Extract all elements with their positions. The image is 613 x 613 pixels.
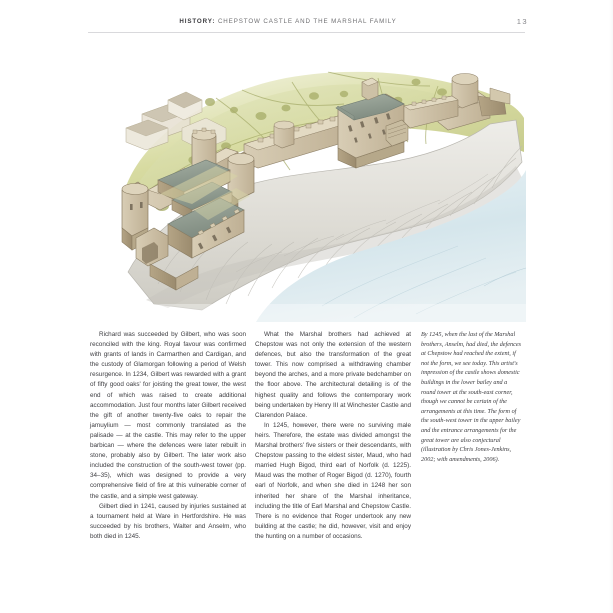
text-columns [90, 330, 527, 585]
illustration-caption: By 1245, when the last of the Marshal brothers, Anselm, had died, the defences at Chepstow had reached the extent, if not the form, we see today. This artist's impression of the castle shows domestic buildings in the lower bailey and a round tower at the south-east corner, though we cannot be certain of the arrangements at this time. The form of the south-west tower in the upper bailey and the entrance arrangements for the great tower are also conjectural (illustration by Chris Jones-Jenkins, 2002; with amendments, 2006). [421, 331, 522, 463]
column-two [255, 330, 411, 542]
page-number: 13 [516, 17, 528, 26]
page-edge-shading [609, 0, 613, 613]
castle-illustration [86, 42, 526, 322]
header-subject: CHEPSTOW CASTLE AND THE MARSHAL FAMILY [217, 18, 397, 25]
castle-illustration-artwork [86, 42, 526, 322]
header-rule [88, 32, 525, 33]
header-title [88, 18, 488, 25]
paragraph: What the Marshal brothers had achieved at Chepstow was not only the extension of the western defences, but also the transformation of the great tower. This now comprised a withdrawing chamber beyond the arches, and a more private bedchamber on the floor above. The architectural detailing is of the highest quality and follows the contemporary work being undertaken by Henry III at Winchester Castle and Clarendon Palace. [255, 331, 411, 419]
column-one [90, 330, 246, 542]
paragraph: Richard was succeeded by Gilbert, who was soon reconciled with the king. Royal favour was confirmed with grants of lands in Carmarthen and Cardigan, and the custody of Glamorgan following a period of Welsh resurgence. In 1234, Gilbert was rewarded with a grant of fifty good oaks' for joisting the great tower, the west end of which was raised to create additional accommodation. Just four months later Gilbert received the gift of another twenty-five oaks to repair the jamuylium — most commonly translated as the palisade — at the castle. This may refer to the upper barbican — where the defences were later rebuilt in stone, probably also by Gilbert. The later work also included the construction of the south-west tower (pp. 34–35), which was designed to provide a very comprehensive field of fire at this vulnerable corner of the castle, and a simple west gateway. [90, 331, 246, 500]
paragraph: Gilbert died in 1241, caused by injuries sustained at a tournament held at Ware in Hertfordshire. He was succeeded by his brothers, Walter and Anselm, who both died in 1245. [90, 502, 246, 540]
column-three-caption [421, 330, 521, 464]
paragraph: In 1245, however, there were no surviving male heirs. Therefore, the estate was divided amongst the Marshal brothers' five sisters or their descendants, with Chepstow passing to the eldest sister, Maud, who had married Hugh Bigod, third earl of Norfolk (d. 1225). Maud was the mother of Roger Bigod (d. 1270), fourth earl of Norfolk, and when she died in 1248 her son inherited her share of the Marshal inheritance, including the title of Earl Marshal and Chepstow Castle. There is no evidence that Roger undertook any new building at the castle; he did, however, visit and enjoy the hunting on a number of occasions. [255, 421, 411, 540]
header-keyword: HISTORY: [179, 18, 216, 25]
